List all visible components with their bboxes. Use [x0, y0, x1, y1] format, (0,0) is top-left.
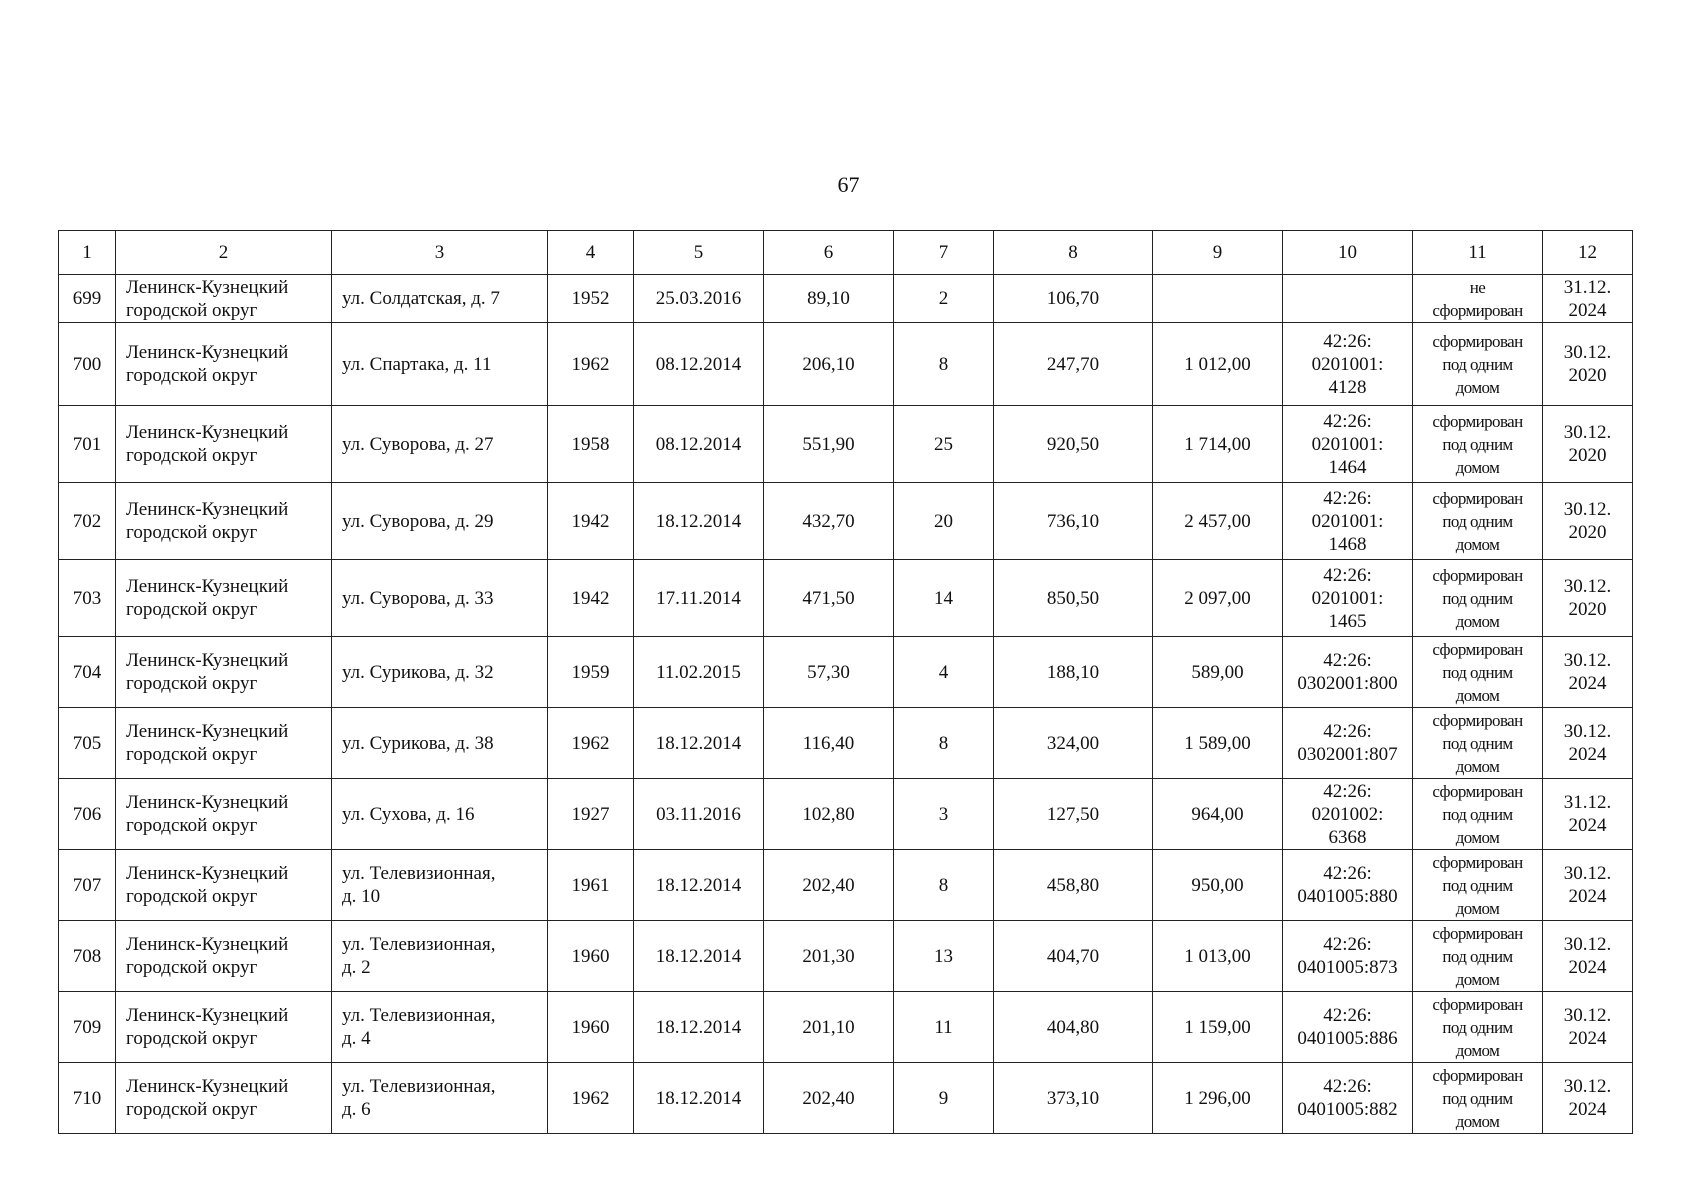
cell-status: сформирован под одним домом: [1413, 483, 1543, 560]
cell-number: 705: [59, 708, 116, 779]
cell-status: сформирован под одним домом: [1413, 779, 1543, 850]
table-row: [59, 992, 1633, 1063]
cell-count: 14: [894, 560, 994, 637]
cell-area: 551,90: [764, 406, 894, 483]
cell-date: 08.12.2014: [634, 323, 764, 406]
cell-cadastral: 42:26: 0401005:882: [1283, 1063, 1413, 1134]
cell-municipality: Ленинск-Кузнецкий городской округ: [116, 275, 332, 323]
cell-land-area: 1 159,00: [1153, 992, 1283, 1063]
cell-land-area: 589,00: [1153, 637, 1283, 708]
cell-area: 201,10: [764, 992, 894, 1063]
cell-year: 1962: [548, 1063, 634, 1134]
cell-land-area: 950,00: [1153, 850, 1283, 921]
cell-date: 18.12.2014: [634, 921, 764, 992]
cell-status: сформирован под одним домом: [1413, 560, 1543, 637]
cell-year: 1960: [548, 992, 634, 1063]
cell-area: 471,50: [764, 560, 894, 637]
cell-address: ул. Телевизионная, д. 10: [332, 850, 548, 921]
table-row: [59, 406, 1633, 483]
cell-municipality: Ленинск-Кузнецкий городской округ: [116, 1063, 332, 1134]
cell-date: 17.11.2014: [634, 560, 764, 637]
cell-year: 1960: [548, 921, 634, 992]
cell-municipality: Ленинск-Кузнецкий городской округ: [116, 406, 332, 483]
cell-address: ул. Солдатская, д. 7: [332, 275, 548, 323]
column-header: 8: [994, 231, 1153, 275]
cell-status: не сформирован: [1413, 275, 1543, 323]
cell-count: 25: [894, 406, 994, 483]
column-header: 10: [1283, 231, 1413, 275]
housing-registry-table: [58, 230, 1633, 1134]
cell-area-total: 373,10: [994, 1063, 1153, 1134]
cell-number: 704: [59, 637, 116, 708]
cell-number: 701: [59, 406, 116, 483]
cell-year: 1952: [548, 275, 634, 323]
cell-address: ул. Телевизионная, д. 4: [332, 992, 548, 1063]
cell-number: 706: [59, 779, 116, 850]
cell-year: 1942: [548, 560, 634, 637]
cell-municipality: Ленинск-Кузнецкий городской округ: [116, 560, 332, 637]
cell-address: ул. Сурикова, д. 32: [332, 637, 548, 708]
cell-area-total: 404,80: [994, 992, 1153, 1063]
cell-area-total: 127,50: [994, 779, 1153, 850]
cell-cadastral: 42:26: 0401005:873: [1283, 921, 1413, 992]
cell-area-total: 404,70: [994, 921, 1153, 992]
cell-area: 202,40: [764, 1063, 894, 1134]
cell-cadastral: 42:26: 0201002: 6368: [1283, 779, 1413, 850]
cell-status: сформирован под одним домом: [1413, 406, 1543, 483]
cell-cadastral: 42:26: 0302001:800: [1283, 637, 1413, 708]
cell-deadline: 30.12. 2024: [1543, 708, 1633, 779]
cell-number: 707: [59, 850, 116, 921]
cell-deadline: 30.12. 2020: [1543, 483, 1633, 560]
column-header: 9: [1153, 231, 1283, 275]
cell-area-total: 188,10: [994, 637, 1153, 708]
cell-area-total: 247,70: [994, 323, 1153, 406]
cell-area-total: 736,10: [994, 483, 1153, 560]
cell-address: ул. Сухова, д. 16: [332, 779, 548, 850]
cell-year: 1927: [548, 779, 634, 850]
cell-area-total: 920,50: [994, 406, 1153, 483]
table-row: [59, 323, 1633, 406]
cell-address: ул. Телевизионная, д. 2: [332, 921, 548, 992]
cell-number: 703: [59, 560, 116, 637]
table-row: [59, 708, 1633, 779]
table-row: [59, 1063, 1633, 1134]
cell-year: 1942: [548, 483, 634, 560]
cell-land-area: 2 097,00: [1153, 560, 1283, 637]
cell-address: ул. Суворова, д. 33: [332, 560, 548, 637]
column-header: 4: [548, 231, 634, 275]
header-row: [59, 231, 1633, 275]
cell-count: 8: [894, 708, 994, 779]
cell-status: сформирован под одним домом: [1413, 850, 1543, 921]
column-header: 2: [116, 231, 332, 275]
cell-area: 89,10: [764, 275, 894, 323]
cell-date: 11.02.2015: [634, 637, 764, 708]
cell-date: 25.03.2016: [634, 275, 764, 323]
cell-count: 11: [894, 992, 994, 1063]
cell-address: ул. Сурикова, д. 38: [332, 708, 548, 779]
column-header: 6: [764, 231, 894, 275]
cell-area: 102,80: [764, 779, 894, 850]
cell-area: 206,10: [764, 323, 894, 406]
cell-area-total: 324,00: [994, 708, 1153, 779]
cell-status: сформирован под одним домом: [1413, 637, 1543, 708]
cell-land-area: 964,00: [1153, 779, 1283, 850]
cell-cadastral: 42:26: 0201001: 1464: [1283, 406, 1413, 483]
cell-address: ул. Спартака, д. 11: [332, 323, 548, 406]
cell-year: 1961: [548, 850, 634, 921]
cell-year: 1959: [548, 637, 634, 708]
cell-area-total: 458,80: [994, 850, 1153, 921]
cell-count: 4: [894, 637, 994, 708]
cell-land-area: 1 296,00: [1153, 1063, 1283, 1134]
cell-area: 116,40: [764, 708, 894, 779]
column-header: 3: [332, 231, 548, 275]
cell-address: ул. Телевизионная, д. 6: [332, 1063, 548, 1134]
column-header: 12: [1543, 231, 1633, 275]
cell-area: 57,30: [764, 637, 894, 708]
table-row: [59, 483, 1633, 560]
cell-land-area: [1153, 275, 1283, 323]
cell-cadastral: 42:26: 0201001: 1465: [1283, 560, 1413, 637]
cell-status: сформирован под одним домом: [1413, 708, 1543, 779]
cell-deadline: 30.12. 2024: [1543, 1063, 1633, 1134]
cell-number: 702: [59, 483, 116, 560]
cell-date: 18.12.2014: [634, 1063, 764, 1134]
cell-land-area: 1 013,00: [1153, 921, 1283, 992]
cell-count: 8: [894, 850, 994, 921]
cell-municipality: Ленинск-Кузнецкий городской округ: [116, 921, 332, 992]
cell-address: ул. Суворова, д. 29: [332, 483, 548, 560]
table-row: [59, 560, 1633, 637]
cell-cadastral: 42:26: 0401005:880: [1283, 850, 1413, 921]
page-number: 67: [837, 172, 860, 197]
cell-municipality: Ленинск-Кузнецкий городской округ: [116, 637, 332, 708]
table-row: [59, 921, 1633, 992]
cell-area: 201,30: [764, 921, 894, 992]
cell-cadastral: 42:26: 0401005:886: [1283, 992, 1413, 1063]
cell-deadline: 30.12. 2024: [1543, 637, 1633, 708]
cell-municipality: Ленинск-Кузнецкий городской округ: [116, 708, 332, 779]
cell-date: 08.12.2014: [634, 406, 764, 483]
cell-count: 2: [894, 275, 994, 323]
cell-deadline: 30.12. 2020: [1543, 406, 1633, 483]
cell-municipality: Ленинск-Кузнецкий городской округ: [116, 850, 332, 921]
cell-municipality: Ленинск-Кузнецкий городской округ: [116, 483, 332, 560]
cell-deadline: 30.12. 2024: [1543, 850, 1633, 921]
cell-year: 1962: [548, 323, 634, 406]
cell-count: 3: [894, 779, 994, 850]
cell-land-area: 1 714,00: [1153, 406, 1283, 483]
column-header: 11: [1413, 231, 1543, 275]
cell-cadastral: [1283, 275, 1413, 323]
cell-land-area: 1 012,00: [1153, 323, 1283, 406]
cell-year: 1962: [548, 708, 634, 779]
cell-status: сформирован под одним домом: [1413, 921, 1543, 992]
cell-municipality: Ленинск-Кузнецкий городской округ: [116, 992, 332, 1063]
cell-land-area: 2 457,00: [1153, 483, 1283, 560]
cell-municipality: Ленинск-Кузнецкий городской округ: [116, 779, 332, 850]
column-header: 1: [59, 231, 116, 275]
cell-cadastral: 42:26: 0302001:807: [1283, 708, 1413, 779]
cell-status: сформирован под одним домом: [1413, 992, 1543, 1063]
cell-area-total: 106,70: [994, 275, 1153, 323]
cell-count: 13: [894, 921, 994, 992]
cell-deadline: 30.12. 2024: [1543, 992, 1633, 1063]
table-row: [59, 850, 1633, 921]
column-header: 5: [634, 231, 764, 275]
cell-count: 8: [894, 323, 994, 406]
cell-date: 18.12.2014: [634, 483, 764, 560]
cell-deadline: 30.12. 2020: [1543, 323, 1633, 406]
cell-number: 709: [59, 992, 116, 1063]
cell-year: 1958: [548, 406, 634, 483]
cell-deadline: 30.12. 2020: [1543, 560, 1633, 637]
cell-cadastral: 42:26: 0201001: 1468: [1283, 483, 1413, 560]
cell-status: сформирован под одним домом: [1413, 1063, 1543, 1134]
column-header: 7: [894, 231, 994, 275]
cell-count: 20: [894, 483, 994, 560]
cell-date: 18.12.2014: [634, 850, 764, 921]
cell-date: 03.11.2016: [634, 779, 764, 850]
cell-count: 9: [894, 1063, 994, 1134]
cell-address: ул. Суворова, д. 27: [332, 406, 548, 483]
cell-municipality: Ленинск-Кузнецкий городской округ: [116, 323, 332, 406]
cell-deadline: 31.12. 2024: [1543, 779, 1633, 850]
table-row: [59, 637, 1633, 708]
cell-land-area: 1 589,00: [1153, 708, 1283, 779]
cell-number: 699: [59, 275, 116, 323]
table-row: [59, 779, 1633, 850]
cell-date: 18.12.2014: [634, 708, 764, 779]
cell-area: 202,40: [764, 850, 894, 921]
cell-number: 710: [59, 1063, 116, 1134]
cell-area-total: 850,50: [994, 560, 1153, 637]
cell-number: 708: [59, 921, 116, 992]
cell-status: сформирован под одним домом: [1413, 323, 1543, 406]
cell-date: 18.12.2014: [634, 992, 764, 1063]
cell-deadline: 30.12. 2024: [1543, 921, 1633, 992]
cell-area: 432,70: [764, 483, 894, 560]
table-row: [59, 275, 1633, 323]
cell-cadastral: 42:26: 0201001: 4128: [1283, 323, 1413, 406]
cell-deadline: 31.12. 2024: [1543, 275, 1633, 323]
cell-number: 700: [59, 323, 116, 406]
